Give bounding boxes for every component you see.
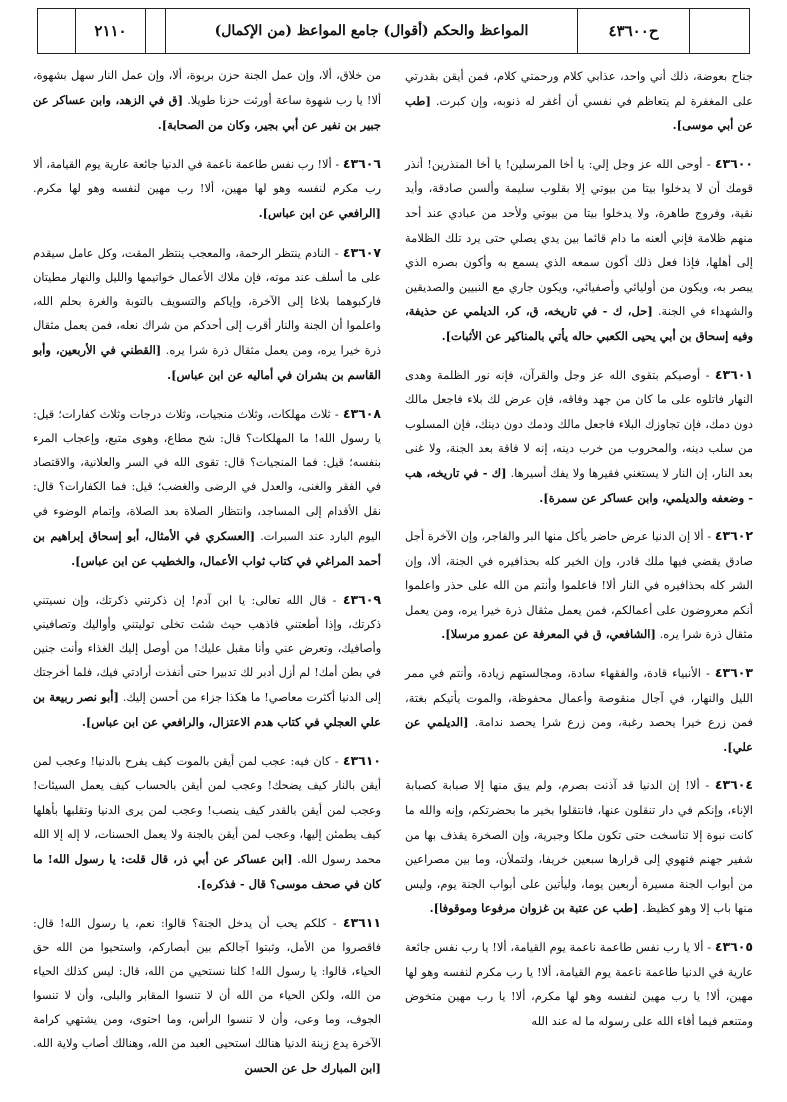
hadith-source: [ابن المبارك حل عن الحسن: [244, 1061, 381, 1076]
hadith-number: ٤٣٦٠٢: [714, 528, 753, 544]
hadith-entry: ٤٣٦٠٢ - ألا إن الدنيا عرض حاضر يأكل منها البر والفاجر، وإن الآخرة أجل صادق يقضي فيها ملك قادر، وإن الخير كله بحذافيره في الجنة، ألا، وإن الشر كله بحذافيره في النار ألا! فاعلموا وأنتم من الله على حذر واعلموا أنكم معروضون على أعمالكم، فمن يعمل مثقال ذرة خيرا يره، ومن يعمل مثقال ذرة شرا يره. [الشافعي، ق في المعرفة عن عمرو مرسلا].: [405, 528, 753, 642]
hadith-number: ٤٣٦١١: [342, 914, 381, 930]
hadith-text: ألا يا رب نفس طاعمة ناعمة يوم القيامة، ألا! يا رب نفس جائعة عارية في الدنيا طاعمة ناعمة يوم القيامة، ألا! يا رب مكرم لنفسه وهو لها مهين، ألا! يا رب مهين لنفسه وهو لها مكرم، ألا! يا رب مهين متخوض ومتنعم فيما أفاء الله على رسوله ما له عند الله: [405, 940, 753, 1028]
hadith-source: [ق في الزهد، وابن عساكر عن جبير بن نفير عن أبي بجير، وكان من الصحابة].: [33, 93, 381, 133]
hadith-number: ٤٣٦٠٥: [714, 939, 753, 954]
hadith-text: النادم ينتظر الرحمة، والمعجب ينتظر المقت، وكل عامل سيقدم على ما أسلف عند موته، فإن ملاك الأعمال خواتيمها والليل والنهار مطيتان فاركبوهما بلاغا إلى الآخرة، وإياكم والتسويف بالتوبة والغرة بحلم الله، واعلموا أن الجنة والنار أقرب إلى أحدكم من شراك نعله، فمن يعمل مثقال ذرة خيرا يره، ومن يعمل مثقال ذرة شرا يره.: [33, 246, 382, 357]
hadith-entry: [33, 64, 381, 138]
hadith-text: ألا! رب نفس طاعمة ناعمة في الدنيا جائعة عارية يوم القيامة، ألا رب مكرم لنفسه وهو لها مهين، ألا! رب مهين لنفسه وهو لها مكرم.: [33, 158, 381, 196]
hadith-text: ألا! إن الدنيا قد آذنت بصرم، ولم يبق منها إلا صبابة كصبابة الإناء، وإنكم في دار تنقلون عنها، فانتقلوا بخير ما بحضرتكم، وإنه والله ما كانت نبوة إلا تناسخت حتى تكون ملكا وجبرية، وإن الصخرة يقذف بها من شفير جهنم فتهوي إلى قرارها سبعين خريفا، ولتملأن، وما بين مصراعين من أبواب الجنة مسيرة أربعين يوما، وليأتين على أبواب الجنة يوم، وليس منها باب إلا وهو كظيظ.: [405, 778, 753, 916]
hadith-text: ألا إن الدنيا عرض حاضر يأكل منها البر والفاجر، وإن الآخرة أجل صادق يقضي فيها ملك قادر، وإن الخير كله بحذافيره في الجنة، ألا، وإن الشر كله بحذافيره في النار ألا! فاعلموا وأنتم من الله على حذر واعلموا أنكم معروضون على أعمالكم، فمن يعمل مثقال ذرة خيرا يره، ومن يعمل مثقال ذرة شرا يره.: [405, 529, 753, 642]
page-header: [37, 8, 750, 54]
hadith-entry: ٤٣٦٠١ - أوصيكم بتقوى الله عز وجل والقرآن، فإنه نور الظلمة وهدى النهار فاتلوه على ما كان من جهد وفاقه، فإن عرض لك بلاء فاجعل مالك دون دمك، فإن تجاوزك البلاء فاجعل مالك ودمك دون دينك، فإن المسلوب من سلب دينه، والمحروب من خرب دينه، إنه لا فاقة بعد الجنة، ولا غنى بعد النار، إن النار لا يستغني فقيرها ولا يفك أسيرها. [ك - في تاريخه، هب - وضعفه والديلمي، وابن عساكر عن سمرة].: [405, 366, 754, 505]
hadith-text: كلكم يحب أن يدخل الجنة؟ قالوا: نعم، يا رسول الله! قال: فاقصروا من الأمل، وثبتوا آجالكم بين أبصاركم، واستحيوا من الله حق الحياء، قالوا: يا رسول الله! كلنا نستحيي من الله، قال: ليس كذلك الحياء من الله، ولكن الحياء من الله أن لا تنسوا المقابر والبلى، وأن لا تنسوا الجوف، وما وعى، وأن لا تنسوا الرأس، وما احتوى، ومن يشتهي كرامة الآخرة يدع زينة الدنيا هنالك استحيى العبد من الله، وهنالك أصاب ولاية الله.: [33, 916, 381, 1051]
hadith-source: [الديلمي عن علي].: [405, 715, 753, 754]
hadith-text: قال الله تعالى: يا ابن آدم! إن ذكرتني ذكرتك، وإن نسيتني ذكرتك، وإذا أطعتني فاذهب حيث شئت تخلى توليتني وأواليك وتصافيني وأصافيك، وتعرض عني وأنا مقبل عليك! من أوصل إليك الغذاء وأنت جنين في بطن أمك! لم أزل أدبر لك تدبيرا حتى أنفذت أرادتي فيك، فلما أخرجتك إلى الدنيا أكثرت معاصي! ما هكذا جزاء من أحسن إليك.: [33, 593, 382, 705]
hadith-entry: ٤٣٦٠٠ - أوحى الله عز وجل إلي: يا أخا المرسلين! يا أخا المنذرين! أنذر قومك أن لا يدخلوا بيتا من بيوتي إلا بقلوب سليمة وألسن صادقة، وأيد نقية، وفروج طاهرة، ولا يدخلوا بيتا من بيوتي ولأحد من عبادي عند أحد منهم ظلامة فإني ألعنه ما دام قائما بين يدي يصلي حتى يرد تلك الظلامة إلى أهلها، فإذا فعل ذلك أكون سمعه الذي يسمع به وأكون بصره الذي يبصر به، ويكون من أوليائي وأصفيائي، ويكون جاري مع النبيين والصديقين والشهداء في الجنة. [حل، ك - في تاريخه، ق، كر، الديلمي عن حذيفة، وفيه إسحاق بن أبي يحيى الكعبي حاله يأتي بالمناكير عن الأثبات].: [405, 155, 753, 343]
hadith-source: [العسكري في الأمثال، أبو إسحاق إبراهيم بن أحمد المراغي في كتاب ثواب الأعمال، والخطيب عن ابن عباس].: [33, 528, 381, 568]
hadith-entry: ٤٣٦٠٥ - ألا يا رب نفس طاعمة ناعمة يوم القيامة، ألا! يا رب نفس جائعة عارية في الدنيا طاعمة ناعمة يوم القيامة، ألا! يا رب مكرم لنفسه وهو لها مهين، ألا! يا رب مهين لنفسه وهو لها مكرم، ألا! يا رب مهين متخوض ومتنعم فيما أفاء الله على رسوله ما له عند الله: [405, 939, 753, 1028]
hadith-entry: ٤٣٦٠٨ - ثلاث مهلكات، وثلاث منجيات، وثلاث درجات وثلاث كفارات؛ قيل: يا رسول الله! ما المهلكات؟ قال: شح مطاع، وهوى متبع، وإعجاب المرء بنفسه؛ قيل: فما المنجيات؟ قال: تقوى الله في السر والعلانية، والاقتصاد في الفقر والغنى، والعدل في الرضى والغضب؛ قيل: فما الكفارات؟ قال: نقل الأقدام إلى المساجد، وانتظار الصلاة بعد الصلاة، وإتمام الوضوء في اليوم البارد عند السبرات. [العسكري في الأمثال، أبو إسحاق إبراهيم بن أحمد المراغي في كتاب ثواب الأعمال، والخطيب عن ابن عباس].: [33, 406, 381, 568]
hadith-number: ٤٣٦٠٨: [342, 406, 381, 422]
hadith-source: [القطني في الأربعين، وأبو القاسم بن بشران في أماليه عن ابن عباس].: [33, 342, 381, 383]
hadith-text: من خلاق، ألا، وإن عمل الجنة حزن بربوة، ألا، وإن عمل النار سهل بشهوة، ألا! يا رب شهوة ساعة أورثت حزنا طويلا.: [33, 69, 381, 108]
hadith-source: [أبو نصر ربيعة بن علي العجلي في كتاب هدم الاعتزال، والرافعي عن ابن عباس].: [33, 690, 381, 730]
hadith-entry: ٤٣٦٠٩ - قال الله تعالى: يا ابن آدم! إن ذكرتني ذكرتك، وإن نسيتني ذكرتك، وإذا أطعتني فاذهب حيث شئت تخلى توليتني وأواليك وتصافيني وأصافيك، وتعرض عني وأنا مقبل عليك! من أوصل إليك الغذاء وأنت جنين في بطن أمك! لم أزل أدبر لك تدبيرا حتى أنفذت أرادتي فيك، فلما أخرجتك إلى الدنيا أكثرت معاصي! ما هكذا جزاء من أحسن إليك. [أبو نصر ربيعة بن علي العجلي في كتاب هدم الاعتزال، والرافعي عن ابن عباس].: [33, 591, 382, 730]
hadith-number: ٤٣٦٠٣: [714, 665, 753, 681]
hadith-entry: ٤٣٦١٠ - كان فيه: عجب لمن أيقن بالموت كيف يفرح بالدنيا! وعجب لمن أيقن بالنار كيف يضحك! وعجب لمن أيقن بالحساب كيف يعمل السيئات! وعجب لمن أيقن بالقدر كيف ينصب! وعجب لمن يرى الدنيا وتقلبها بأهلها كيف يطمئن إليها، وعجب لمن أيقن بالجنة ولا يعمل الحسنات، لا إله إلا الله محمد رسول الله. [ابن عساكر عن أبي ذر، قال قلت: يا رسول الله! ما كان في صحف موسى؟ قال - فذكره].: [33, 753, 381, 891]
hadith-number: ٤٣٦٠٠: [714, 155, 753, 171]
header-empty-cell: [36, 9, 75, 53]
hadith-entry: ٤٣٦٠٧ - النادم ينتظر الرحمة، والمعجب ينتظر المقت، وكل عامل سيقدم على ما أسلف عند موته، فإن ملاك الأعمال خواتيمها والليل والنهار مطيتان فاركبوهما بلاغا إلى الآخرة، وإياكم والتسويف بالتوبة والغرة بحلم الله، واعلموا أن الجنة والنار أقرب إلى أحدكم من شراك نعله، فمن يعمل مثقال ذرة خيرا يره، ومن يعمل مثقال ذرة شرا يره. [القطني في الأربعين، وأبو القاسم بن بشران في أماليه عن ابن عباس].: [33, 244, 382, 383]
hadith-entry: ٤٣٦٠٣ - الأنبياء قادة، والفقهاء سادة، ومجالستهم زيادة، وأنتم في ممر الليل والنهار، في آجال منقوصة وأعمال محفوظة، والموت يأتيكم بغتة، فمن زرع خيرا يحصد رغبة، ومن زرع شرا يحصد ندامة. [الديلمي عن علي].: [405, 665, 753, 754]
hadith-number: ٤٣٦٠٤: [714, 777, 754, 793]
hadith-number: ٤٣٦٠٧: [342, 244, 381, 260]
hadith-source: [حل، ك - في تاريخه، ق، كر، الديلمي عن حذيفة، وفيه إسحاق بن أبي يحيى الكعبي حاله يأتي بالمناكير عن الأثبات].: [405, 304, 753, 343]
page-number: ٢١١٠: [75, 9, 145, 53]
hadith-range: ح٤٣٦٠٠: [577, 9, 689, 53]
hadith-text: الأنبياء قادة، والفقهاء سادة، ومجالستهم زيادة، وأنتم في ممر الليل والنهار، في آجال منقوصة وأعمال محفوظة، والموت يأتيكم بغتة، فمن زرع خيرا يحصد رغبة، ومن زرع شرا يحصد ندامة.: [405, 666, 753, 730]
hadith-text: أوحى الله عز وجل إلي: يا أخا المرسلين! يا أخا المنذرين! أنذر قومك أن لا يدخلوا بيتا من بيوتي إلا بقلوب سليمة وألسن صادقة، وأيد نقية، وفروج طاهرة، ولا يدخلوا بيتا من بيوتي ولأحد من عبادي عند أحد منهم ظلامة فإني ألعنه ما دام قائما بين يدي يصلي حتى يرد تلك الظلامة إلى أهلها، فإذا فعل ذلك أكون سمعه الذي يسمع به وأكون بصره الذي يبصر به، ويكون من أوليائي وأصفيائي، ويكون جاري مع النبيين والصديقين والشهداء في الجنة.: [405, 156, 753, 319]
hadith-entry: ٤٣٦٠٤ - ألا! إن الدنيا قد آذنت بصرم، ولم يبق منها إلا صبابة كصبابة الإناء، وإنكم في دار تنقلون عنها، فانتقلوا بخير ما بحضرتكم، وإنه والله ما كانت نبوة إلا تناسخت حتى تكون ملكا وجبرية، وإن الصخرة يقذف بها من شفير جهنم فتهوي إلى قرارها سبعين خريفا، ولتملأن، وما بين مصراعين من أبواب الجنة مسيرة أربعين يوما، وليأتين على أبواب الجنة يوم، وليس منها باب إلا وهو كظيظ. [طب عن عتبة بن غزوان مرفوعا وموقوفا].: [405, 777, 754, 916]
hadith-source: [الرافعي عن ابن عباس].: [258, 206, 381, 221]
left-column: [33, 64, 381, 1096]
hadith-number: ٤٣٦١٠: [342, 753, 381, 769]
header-empty-cell: [689, 9, 749, 53]
hadith-source: [الشافعي، ق في المعرفة عن عمرو مرسلا].: [441, 627, 656, 642]
running-title: المواعظ والحكم (أقوال) جامع المواعظ (من الإكمال): [165, 9, 577, 53]
hadith-entry: ٤٣٦١١ - كلكم يحب أن يدخل الجنة؟ قالوا: نعم، يا رسول الله! قال: فاقصروا من الأمل، وثبتوا آجالكم بين أبصاركم، واستحيوا من الله حق الحياء، قالوا: يا رسول الله! كلنا نستحيي من الله، قال: ليس كذلك الحياء من الله، ولكن الحياء من الله أن لا تنسوا المقابر والبلى، وأن لا تنسوا الجوف، وما وعى، وأن لا تنسوا الرأس، وما احتوى، ومن يشتهي كرامة الآخرة يدع زينة الدنيا هنالك استحيى العبد من الله، وهنالك أصاب ولاية الله. [ابن المبارك حل عن الحسن: [33, 914, 381, 1076]
hadith-source: [ك - في تاريخه، هب - وضعفه والديلمي، وابن عساكر عن سمرة].: [405, 465, 753, 505]
hadith-number: ٤٣٦٠٦: [342, 156, 381, 172]
hadith-text: أوصيكم بتقوى الله عز وجل والقرآن، فإنه نور الظلمة وهدى النهار فاتلوه على ما كان من جهد وفاقه، فإن عرض لك بلاء فاجعل مالك دون دمك، فإن تجاوزك البلاء فاجعل مالك ودمك دون دينك، فإن المسلوب من سلب دينه، والمحروب من خرب دينه، إنه لا فاقة بعد الجنة، ولا غنى بعد النار، إن النار لا يستغني فقيرها ولا يفك أسيرها.: [405, 367, 754, 480]
hadith-text: جناح بعوضة، ذلك أني واحد، عذابي كلام ورحمتي كلام، فمن أيقن بقدرتي على المغفرة لم يتعاظم في نفسي أن أغفر له ذنوبه، وإن كبرت.: [405, 69, 753, 108]
hadith-text: كان فيه: عجب لمن أيقن بالموت كيف يفرح بالدنيا! وعجب لمن أيقن بالنار كيف يضحك! وعجب لمن أيقن بالحساب كيف يعمل السيئات! وعجب لمن أيقن بالقدر كيف ينصب! وعجب لمن يرى الدنيا وتقلبها بأهلها كيف يطمئن إليها، وعجب لمن أيقن بالجنة ولا يعمل الحسنات، لا إله إلا الله محمد رسول الله.: [33, 755, 381, 866]
hadith-text: ثلاث مهلكات، وثلاث منجيات، وثلاث درجات وثلاث كفارات؛ قيل: يا رسول الله! ما المهلكات؟ قال: شح مطاع، وهوى متبع، وإعجاب المرء بنفسه؛ قيل: فما المنجيات؟ قال: تقوى الله في السر والعلانية، والاقتصاد في الفقر والغنى، والعدل في الرضى والغضب؛ قيل: فما الكفارات؟ قال: نقل الأقدام إلى المساجد، وانتظار الصلاة بعد الصلاة، وإتمام الوضوء في اليوم البارد عند السبرات.: [33, 408, 381, 543]
hadith-entry: ٤٣٦٠٦ - ألا! رب نفس طاعمة ناعمة في الدنيا جائعة عارية يوم القيامة، ألا رب مكرم لنفسه وهو لها مهين، ألا! رب مهين لنفسه وهو لها مكرم. [الرافعي عن ابن عباس].: [33, 156, 381, 221]
hadith-number: ٤٣٦٠٩: [342, 591, 381, 607]
hadith-source: [طب عن عتبة بن غزوان مرفوعا وموقوفا].: [429, 901, 639, 916]
hadith-source: [ابن عساكر عن أبي ذر، قال قلت: يا رسول الله! ما كان في صحف موسى؟ قال - فذكره].: [33, 851, 381, 891]
header-empty-cell: [145, 9, 165, 53]
right-column: [405, 64, 753, 1047]
hadith-entry: [405, 64, 753, 138]
hadith-source: [طب عن أبي موسى].: [405, 93, 753, 133]
hadith-number: ٤٣٦٠١: [714, 366, 753, 382]
